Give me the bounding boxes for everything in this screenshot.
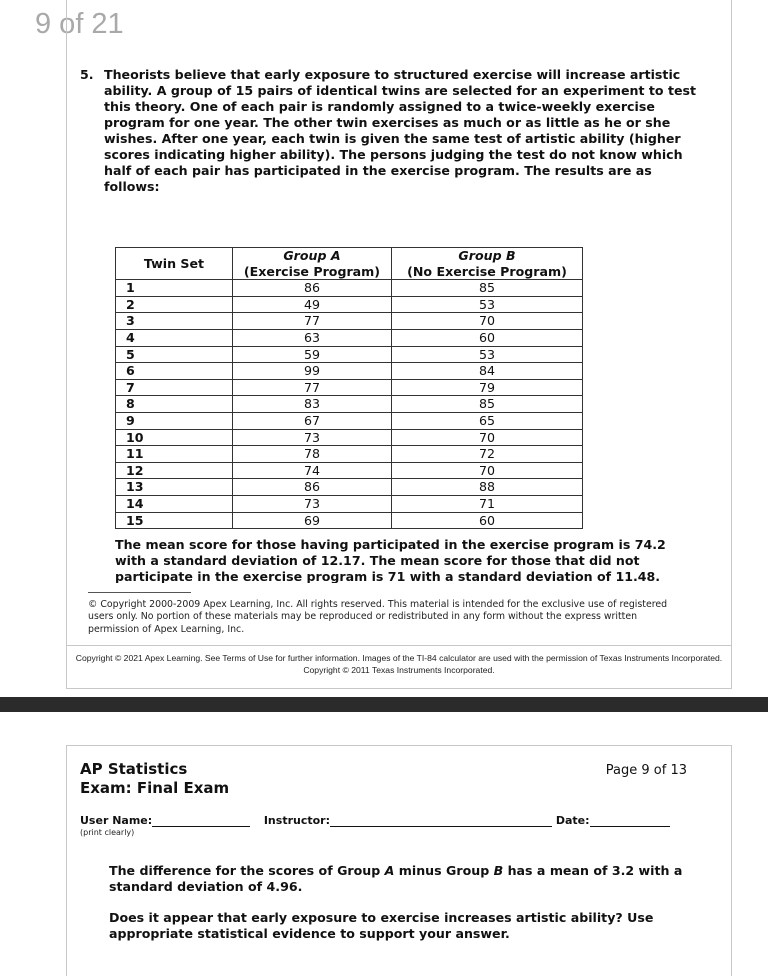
cell-group-b: 70 <box>392 462 583 479</box>
table-row <box>116 412 583 429</box>
table-row <box>116 363 583 380</box>
table-row <box>116 396 583 413</box>
cell-group-b: 85 <box>392 396 583 413</box>
cell-twin-set: 5 <box>116 346 233 363</box>
divider <box>67 645 731 646</box>
print-clearly-note: (print clearly) <box>80 828 135 837</box>
mean-summary-text: The mean score for those having participated in the exercise program is 74.2 with a standard deviation of 12.17. The mean score for those that did not participate in the exercise program is 71 with a standard deviation of 11.48. <box>115 537 666 583</box>
cell-twin-set: 8 <box>116 396 233 413</box>
cell-group-b: 60 <box>392 329 583 346</box>
date-line <box>590 816 670 827</box>
question-block <box>80 67 700 195</box>
cell-twin-set: 12 <box>116 462 233 479</box>
instructor-label: Instructor: <box>263 814 330 827</box>
table-row <box>116 429 583 446</box>
cell-group-b: 70 <box>392 313 583 330</box>
page-counter: 9 of 21 <box>35 8 124 40</box>
table-row <box>116 512 583 529</box>
cell-group-b: 71 <box>392 495 583 512</box>
user-name-label: User Name: <box>80 814 153 827</box>
group-a-name: Group A <box>283 248 341 263</box>
user-name-line <box>152 816 250 827</box>
table-row <box>116 346 583 363</box>
cell-twin-set: 6 <box>116 363 233 380</box>
difference-text: The difference for the scores of Group A minus Group B has a mean of 3.2 with a standard deviation of 4.96. <box>109 863 683 894</box>
cell-twin-set: 10 <box>116 429 233 446</box>
cell-twin-set: 2 <box>116 296 233 313</box>
cell-group-b: 72 <box>392 446 583 463</box>
table-row <box>116 479 583 496</box>
cell-group-b: 60 <box>392 512 583 529</box>
cell-twin-set: 9 <box>116 412 233 429</box>
page-separator <box>0 697 768 712</box>
cell-group-a: 67 <box>233 412 392 429</box>
cell-group-a: 86 <box>233 280 392 297</box>
cell-twin-set: 4 <box>116 329 233 346</box>
cell-group-a: 77 <box>233 379 392 396</box>
table-header-row <box>116 248 583 280</box>
cell-group-b: 84 <box>392 363 583 380</box>
exam-title: Exam: Final Exam <box>80 779 230 797</box>
page-header-title <box>80 760 229 798</box>
table-row <box>116 462 583 479</box>
cell-group-b: 53 <box>392 296 583 313</box>
table-row <box>116 329 583 346</box>
header-twin-set: Twin Set <box>116 248 233 280</box>
document-page-1 <box>66 0 732 689</box>
table-row <box>116 313 583 330</box>
cell-twin-set: 13 <box>116 479 233 496</box>
document-page-2 <box>66 745 732 976</box>
cell-group-a: 77 <box>233 313 392 330</box>
cell-group-a: 74 <box>233 462 392 479</box>
cell-group-a: 83 <box>233 396 392 413</box>
cell-group-b: 65 <box>392 412 583 429</box>
divider <box>88 592 191 593</box>
cell-group-b: 70 <box>392 429 583 446</box>
instructor-line <box>330 816 552 827</box>
cell-twin-set: 1 <box>116 280 233 297</box>
cell-group-a: 69 <box>233 512 392 529</box>
cell-twin-set: 3 <box>116 313 233 330</box>
apex-copyright-notice: © Copyright 2000-2009 Apex Learning, Inc. All rights reserved. This material is intended for the exclusive use of registered users only. No portion of these materials may be reproduced or redistributed in any form without the express written permission of Apex Learning, Inc. <box>88 599 668 635</box>
group-b-sub: (No Exercise Program) <box>407 263 567 279</box>
table-row <box>116 446 583 463</box>
cell-group-a: 99 <box>233 363 392 380</box>
question-text: Theorists believe that early exposure to structured exercise will increase artistic ability. A group of 15 pairs of identical twins are selected for an experiment to test this theory. One of each pair is randomly assigned to a twice-weekly exercise program for one year. The other twin exercises as much or as little as he or she wishes. After one year, each twin is given the same test of artistic ability (higher scores indicating higher ability). The persons judging the test do not know which half of each pair has participated in the exercise program. The results are as follows: <box>104 67 697 194</box>
cell-group-a: 73 <box>233 429 392 446</box>
cell-group-b: 85 <box>392 280 583 297</box>
cell-group-a: 59 <box>233 346 392 363</box>
cell-group-b: 79 <box>392 379 583 396</box>
table-row <box>116 280 583 297</box>
page-number: Page 9 of 13 <box>605 763 687 778</box>
cell-twin-set: 11 <box>116 446 233 463</box>
table-row <box>116 495 583 512</box>
cell-group-a: 78 <box>233 446 392 463</box>
header-group-a <box>233 248 392 280</box>
cell-twin-set: 14 <box>116 495 233 512</box>
question-prompt: Does it appear that early exposure to exercise increases artistic ability? Use appropriate statistical evidence to support your answer. <box>109 910 654 941</box>
question-number: 5. <box>80 67 94 82</box>
date-label: Date: <box>555 814 590 827</box>
header-group-b <box>392 248 583 280</box>
group-a-sub: (Exercise Program) <box>243 263 381 279</box>
cell-group-a: 63 <box>233 329 392 346</box>
footer-copyright: Copyright © 2021 Apex Learning. See Terms of Use for further information. Images of the TI-84 calculator are used with the permission of Texas Instruments Incorporated. Copyright © 2011 Texas Instruments Incorporated. <box>75 653 723 675</box>
group-b-name: Group B <box>458 248 516 263</box>
cell-twin-set: 15 <box>116 512 233 529</box>
course-title: AP Statistics <box>80 760 188 778</box>
twin-scores-table <box>115 247 583 529</box>
table-row <box>116 296 583 313</box>
cell-group-b: 53 <box>392 346 583 363</box>
cell-group-a: 86 <box>233 479 392 496</box>
cell-group-a: 49 <box>233 296 392 313</box>
cell-twin-set: 7 <box>116 379 233 396</box>
header-fields <box>80 814 670 827</box>
table-row <box>116 379 583 396</box>
cell-group-b: 88 <box>392 479 583 496</box>
cell-group-a: 73 <box>233 495 392 512</box>
